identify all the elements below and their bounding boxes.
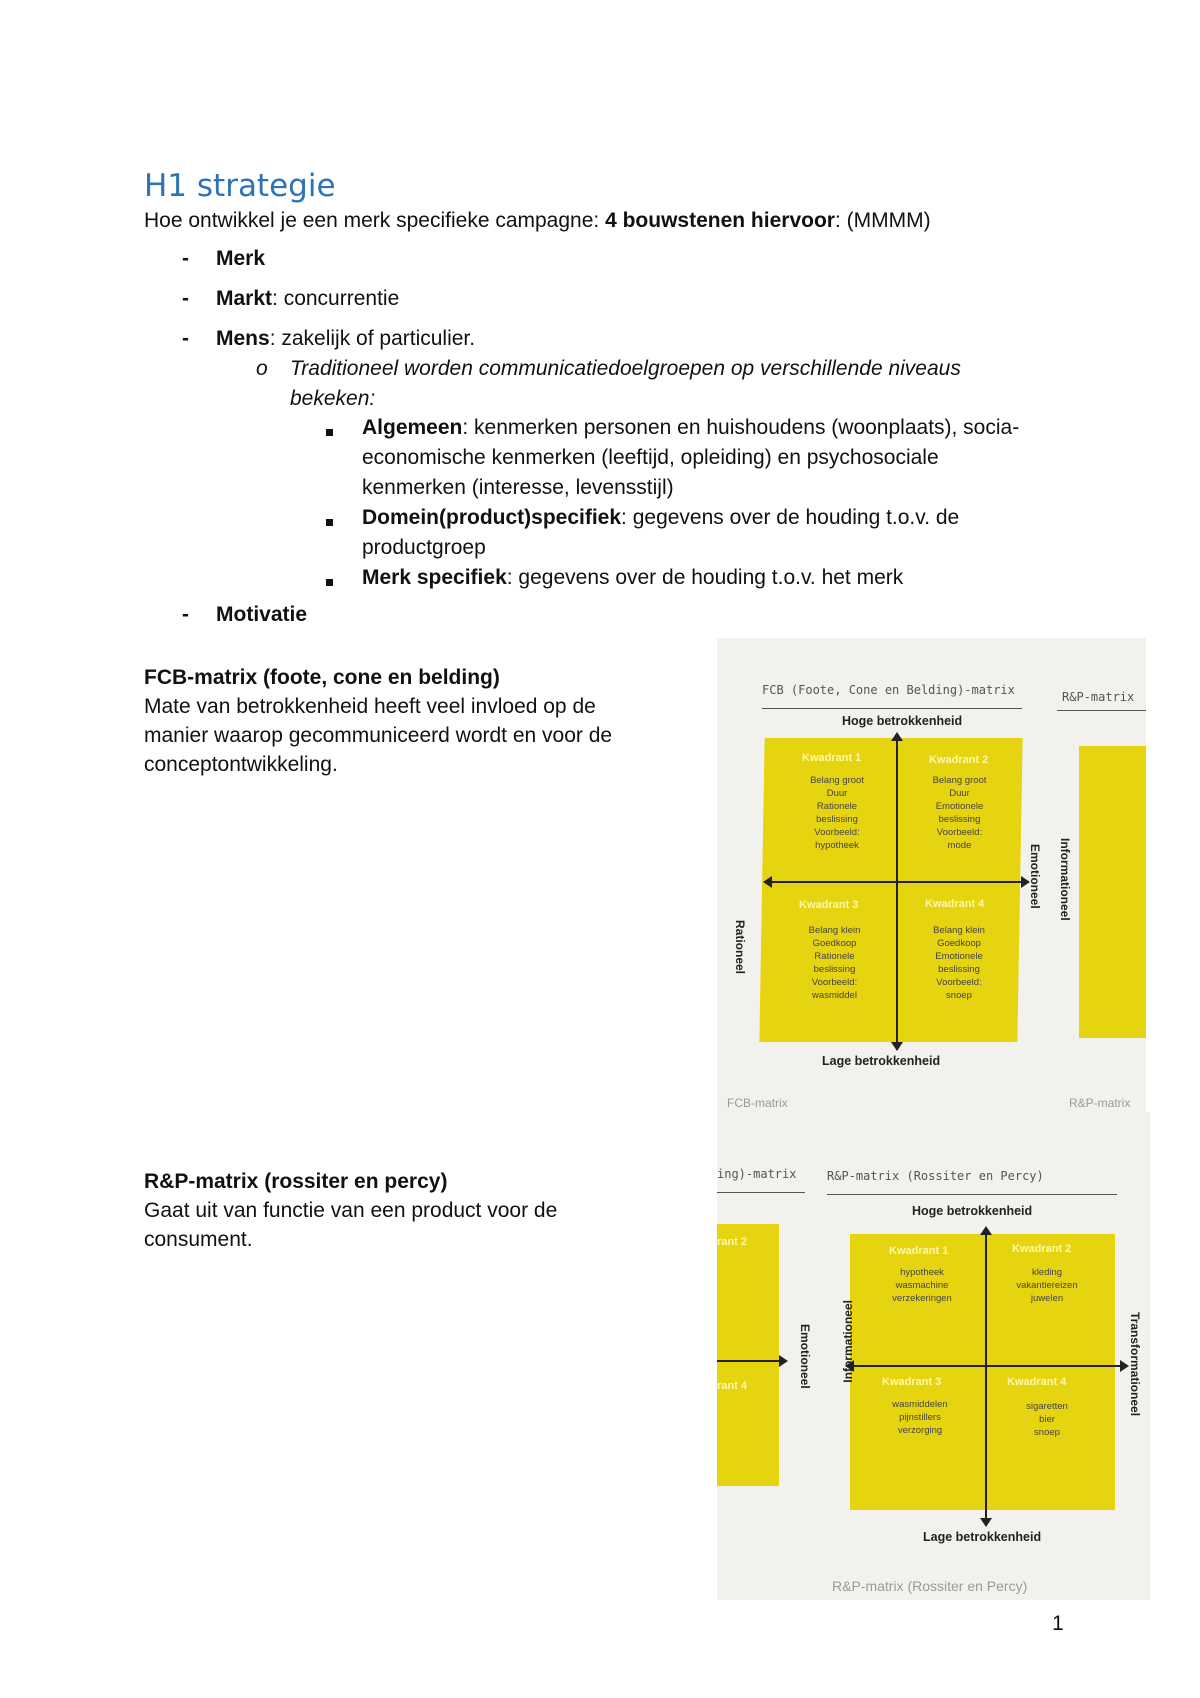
horizontal-axis xyxy=(769,881,1024,883)
quadrant-4-text: Belang klein Goedkoop Emotionele beslissing Voorbeeld: snoep xyxy=(933,925,985,1001)
quadrant-2-title: Kwadrant 2 xyxy=(929,754,989,766)
item-domein: Domein(product)specifiek: gegevens over de houding t.o.v. de xyxy=(362,506,960,529)
header-rule xyxy=(717,1192,805,1193)
top-axis-label: Hoge betrokkenheid xyxy=(842,714,963,728)
top-axis-label: Hoge betrokkenheid xyxy=(912,1204,1033,1218)
arrow-down-icon xyxy=(980,1518,992,1527)
sub-bullet-marker: o xyxy=(256,357,268,380)
item-algemeen-l2: economische kenmerken (leeftijd, opleiding) en psychosociale xyxy=(362,446,939,469)
quadrant-3-title: Kwadrant 3 xyxy=(882,1376,942,1388)
bullet-dash: - xyxy=(182,327,189,350)
item-algemeen: Algemeen: kenmerken personen en huishoudens (woonplaats), socia- xyxy=(362,416,1020,439)
quadrant-2-text: Belang groot Duur Emotionele beslissing Voorbeeld: mode xyxy=(932,775,987,851)
quadrant-3-title: Kwadrant 3 xyxy=(799,899,859,911)
photo-header-left: FCB (Foote, Cone en Belding)-matrix xyxy=(762,683,1015,697)
sub-bullet-line2: bekeken: xyxy=(290,387,376,410)
arrow-up-icon xyxy=(891,732,903,741)
fcb-line1: Mate van betrokkenheid heeft veel invloed op de xyxy=(144,695,596,718)
photo-footer-right: R&P-matrix xyxy=(1069,1096,1131,1110)
vertical-axis xyxy=(985,1232,987,1522)
bullet-dash: - xyxy=(182,603,189,626)
square-bullet-icon xyxy=(326,573,333,591)
rp-line1: Gaat uit van functie van een product voor de xyxy=(144,1199,558,1222)
header-rule xyxy=(762,708,1022,709)
quadrant-1-title: Kwadrant 1 xyxy=(889,1245,949,1257)
quadrant-4-title: Kwadrant 4 xyxy=(1007,1376,1067,1388)
quadrant-3-text: Belang klein Goedkoop Rationele beslissing Voorbeeld: wasmiddel xyxy=(808,925,861,1001)
rp-heading: R&P-matrix (rossiter en percy) xyxy=(144,1170,448,1193)
partial-axis-label: Emotioneel xyxy=(798,1324,812,1389)
quadrant-1-text: hypotheek wasmachine verzekeringen xyxy=(892,1267,952,1304)
left-axis-label: Informationeel xyxy=(841,1300,855,1383)
arrow-up-icon xyxy=(980,1226,992,1235)
photo-footer-left: FCB-matrix xyxy=(727,1096,788,1110)
page-number: 1 xyxy=(1052,1612,1064,1635)
left-axis-label: Rationeel xyxy=(733,920,747,975)
square-bullet-icon xyxy=(326,423,333,441)
photo-header-right: R&P-matrix (Rossiter en Percy) xyxy=(827,1169,1044,1183)
bullet-motivatie: Motivatie xyxy=(216,603,308,626)
bullet-merk: Merk xyxy=(216,247,266,270)
item-domein-l2: productgroep xyxy=(362,536,486,559)
partial-axis xyxy=(717,1360,781,1362)
adjacent-matrix xyxy=(717,1224,779,1486)
quadrant-4-text: sigaretten bier snoep xyxy=(1026,1401,1068,1438)
arrow-right-icon xyxy=(779,1355,788,1367)
fcb-line2: manier waarop gecommuniceerd wordt en voor de xyxy=(144,724,613,747)
adjacent-matrix xyxy=(1079,746,1146,1038)
rp-line2: consument. xyxy=(144,1228,253,1251)
photo-header-right: R&P-matrix xyxy=(1062,690,1135,704)
side-axis-label: Informationeel xyxy=(1058,838,1072,921)
fcb-matrix-photo xyxy=(717,638,1146,1112)
photo-caption: R&P-matrix (Rossiter en Percy) xyxy=(832,1578,1028,1594)
photo-header-left: ing)-matrix xyxy=(717,1167,797,1181)
item-algemeen-l3: kenmerken (interesse, levensstijl) xyxy=(362,476,674,499)
intro-line: Hoe ontwikkel je een merk specifieke campagne: 4 bouwstenen hiervoor: (MMMM) xyxy=(144,209,931,232)
quadrant-1-title: Kwadrant 1 xyxy=(802,752,862,764)
fcb-line3: conceptontwikkeling. xyxy=(144,753,338,776)
horizontal-axis xyxy=(852,1365,1122,1367)
square-bullet-icon xyxy=(326,513,333,531)
right-axis-label: Transformationeel xyxy=(1128,1312,1142,1417)
quadrant-2-text: kleding vakantiereizen juwelen xyxy=(1016,1267,1078,1304)
fcb-heading: FCB-matrix (foote, cone en belding) xyxy=(144,666,500,689)
partial-quadrant-4: rant 4 xyxy=(717,1380,747,1392)
quadrant-4-title: Kwadrant 4 xyxy=(925,898,985,910)
quadrant-1-text: Belang groot Duur Rationele beslissing Voorbeeld: hypotheek xyxy=(810,775,864,851)
bullet-mens: Mens: zakelijk of particulier. xyxy=(216,327,476,350)
bullet-markt: Markt: concurrentie xyxy=(216,287,400,310)
page-title: H1 strategie xyxy=(144,168,336,204)
vertical-axis xyxy=(896,738,898,1050)
sub-bullet-line1: Traditioneel worden communicatiedoelgroepen op verschillende niveaus xyxy=(290,357,961,380)
quadrant-2-title: Kwadrant 2 xyxy=(1012,1243,1072,1255)
bullet-dash: - xyxy=(182,287,189,310)
right-axis-label: Emotioneel xyxy=(1028,844,1042,909)
arrow-down-icon xyxy=(891,1042,903,1051)
quadrant-3-text: wasmiddelen pijnstillers verzorging xyxy=(892,1399,948,1436)
partial-quadrant-2: rant 2 xyxy=(717,1236,747,1248)
header-rule xyxy=(827,1194,1117,1195)
rp-matrix-photo xyxy=(717,1112,1150,1600)
arrow-left-icon xyxy=(763,876,772,888)
bullet-dash: - xyxy=(182,247,189,270)
item-merk-specifiek: Merk specifiek: gegevens over de houding t.o.v. het merk xyxy=(362,566,904,589)
bottom-axis-label: Lage betrokkenheid xyxy=(923,1530,1042,1544)
header-rule xyxy=(1057,710,1146,711)
bottom-axis-label: Lage betrokkenheid xyxy=(822,1054,941,1068)
